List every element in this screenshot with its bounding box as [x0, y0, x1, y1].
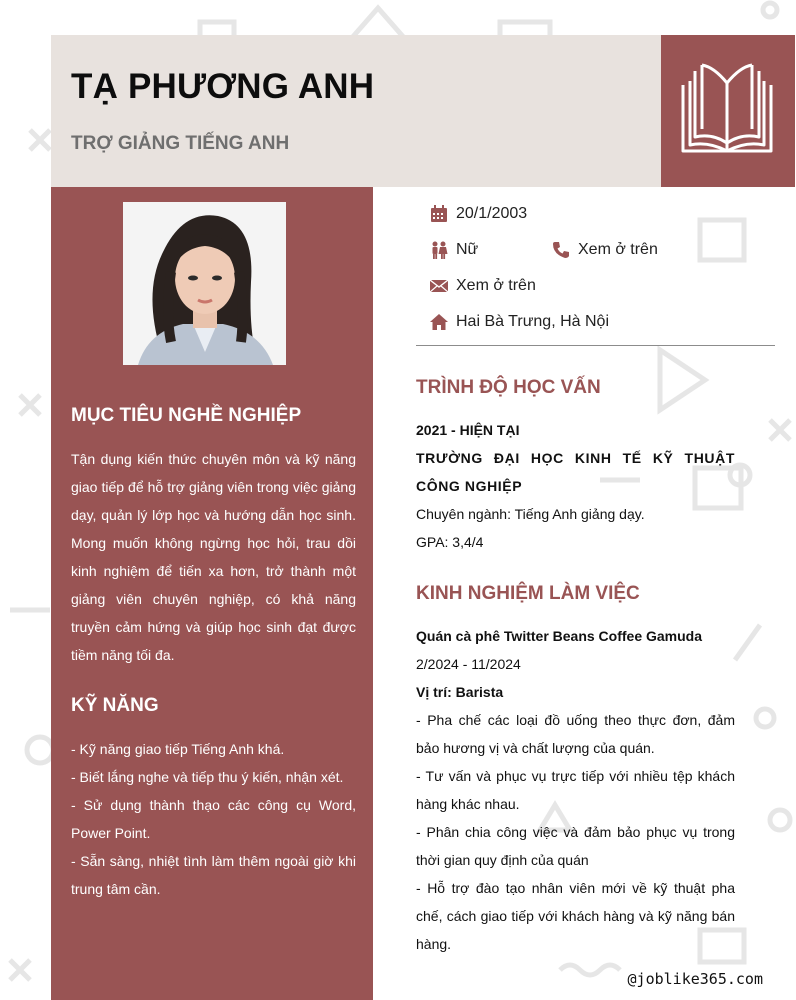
calendar-icon	[430, 205, 448, 223]
experience-duty: - Phân chia công việc và đảm bảo phục vụ trong thời gian quy định của quán	[416, 824, 735, 868]
education-heading: TRÌNH ĐỘ HỌC VẤN	[416, 377, 601, 398]
contact-divider	[416, 345, 775, 346]
gender-icon	[430, 241, 448, 259]
skill-item: - Sẵn sàng, nhiệt tình làm thêm ngoài giờ khi trung tâm cần.	[71, 853, 356, 897]
objective-heading: MỤC TIÊU NGHỀ NGHIỆP	[71, 405, 302, 426]
phone-icon	[552, 241, 570, 259]
home-icon	[430, 313, 448, 331]
skill-item: - Sử dụng thành thạo các công cụ Word, Power Point.	[71, 797, 356, 841]
email-value: Xem ở trên	[456, 277, 536, 294]
skill-item: - Biết lắng nghe và tiếp thu ý kiến, nhận xét.	[71, 769, 344, 785]
candidate-name: TẠ PHƯƠNG ANH	[71, 67, 375, 106]
objective-text: Tận dụng kiến thức chuyên môn và kỹ năng giao tiếp để hỗ trợ giảng viên trong việc giảng dạy, quản lý lớp học và hướng dẫn học sinh. Mong muốn không ngừng học hỏi, trau dồi kinh nghiệm để tiến xa hơn, trở thành một giảng viên chuyên nghiệp, có khả năng truyền cảm hứng và giúp học sinh đạt được tiềm năng tối đa.	[71, 451, 356, 663]
birthday-value: 20/1/2003	[456, 205, 528, 222]
skill-item: - Kỹ năng giao tiếp Tiếng Anh khá.	[71, 741, 285, 757]
experience-block	[416, 622, 735, 958]
experience-position: Vị trí: Barista	[416, 684, 504, 700]
book-icon-box	[661, 35, 795, 187]
address-row	[430, 311, 609, 333]
education-period: 2021 - HIỆN TẠI	[416, 422, 520, 438]
skills-list	[71, 735, 356, 903]
experience-heading: KINH NGHIỆM LÀM VIỆC	[416, 583, 640, 604]
left-sidebar	[51, 187, 373, 1000]
phone-row	[552, 239, 658, 261]
email-row	[430, 275, 536, 297]
phone-value: Xem ở trên	[578, 241, 658, 258]
skills-heading: KỸ NĂNG	[71, 695, 159, 716]
envelope-icon	[430, 277, 448, 295]
watermark: @joblike365.com	[627, 970, 763, 988]
education-block	[416, 416, 735, 556]
address-value: Hai Bà Trưng, Hà Nội	[456, 313, 609, 330]
education-school: TRƯỜNG ĐẠI HỌC KINH TẾ KỸ THUẬT CÔNG NGHIỆP	[416, 450, 735, 494]
education-major: Chuyên ngành: Tiếng Anh giảng dạy.	[416, 506, 645, 522]
gender-value: Nữ	[456, 241, 479, 258]
avatar	[123, 202, 286, 365]
birthday-row	[430, 203, 527, 225]
job-title: TRỢ GIẢNG TIẾNG ANH	[71, 133, 290, 154]
education-gpa: GPA: 3,4/4	[416, 534, 484, 550]
experience-company: Quán cà phê Twitter Beans Coffee Gamuda	[416, 628, 703, 644]
header-band	[51, 35, 661, 187]
book-icon	[680, 63, 774, 159]
experience-duty: - Pha chế các loại đồ uống theo thực đơn, đảm bảo hương vị và chất lượng của quán.	[416, 712, 735, 756]
gender-row	[430, 239, 478, 261]
experience-duty: - Tư vấn và phục vụ trực tiếp với nhiều tệp khách hàng khác nhau.	[416, 768, 735, 812]
experience-duty: - Hỗ trợ đào tạo nhân viên mới về kỹ thuật pha chế, cách giao tiếp với khách hàng và kỹ năng bán hàng.	[416, 880, 735, 952]
experience-period: 2/2024 - 11/2024	[416, 656, 521, 672]
